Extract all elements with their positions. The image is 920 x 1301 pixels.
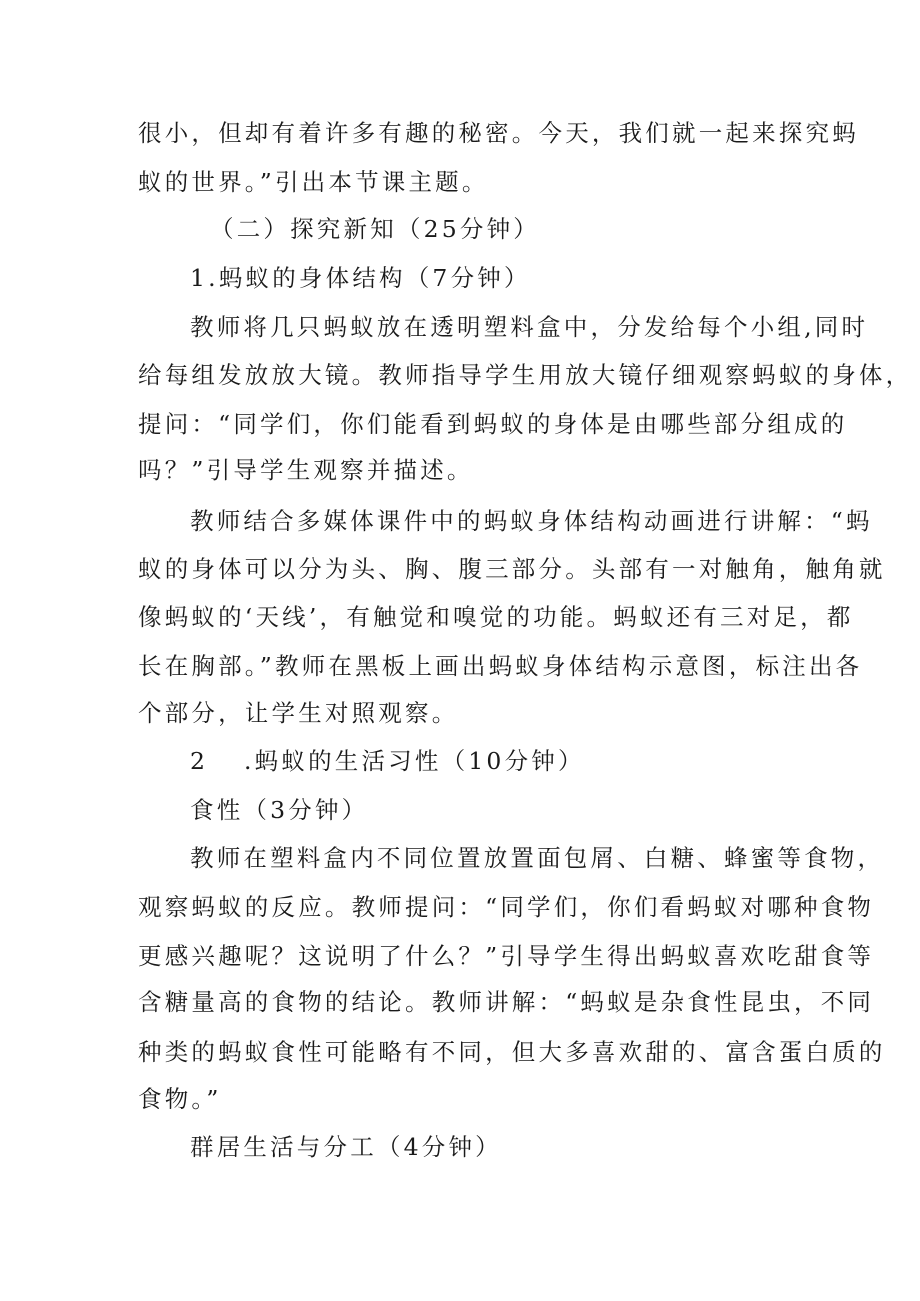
paragraph-line: 给每组发放放大镜。教师指导学生用放大镜仔细观察蚂蚁的身体， bbox=[138, 361, 913, 389]
paragraph-line: 个部分，让学生对照观察。 bbox=[138, 699, 459, 727]
topic-heading: 群居生活与分工（4分钟） bbox=[190, 1133, 502, 1161]
paragraph-line: 吗？”引导学生观察并描述。 bbox=[138, 456, 474, 484]
paragraph-line: 观察蚂蚁的反应。教师提问：“同学们，你们看蚂蚁对哪种食物 bbox=[138, 893, 875, 921]
paragraph-line: 种类的蚂蚁食性可能略有不同，但大多喜欢甜的、富含蛋白质的 bbox=[138, 1038, 886, 1066]
paragraph-line: 像蚂蚁的‘天线’，有触觉和嗅觉的功能。蚂蚁还有三对足，都 bbox=[138, 603, 854, 631]
paragraph-line: 食物。” bbox=[138, 1085, 222, 1113]
subsection-number: 2 bbox=[190, 747, 209, 775]
paragraph-line: 提问：“同学们，你们能看到蚂蚁的身体是由哪些部分组成的 bbox=[138, 410, 848, 438]
topic-heading: 食性（3分钟） bbox=[190, 796, 369, 824]
paragraph-line: 教师结合多媒体课件中的蚂蚁身体结构动画进行讲解：“蚂 bbox=[190, 507, 873, 535]
paragraph-line: 教师将几只蚂蚁放在透明塑料盒中，分发给每个小组,同时 bbox=[190, 313, 869, 341]
paragraph-line: 长在胸部。”教师在黑板上画出蚂蚁身体结构示意图，标注出各 bbox=[138, 652, 863, 680]
section-heading: （二）探究新知（25分钟） bbox=[210, 215, 541, 243]
paragraph-line: 教师在塑料盒内不同位置放置面包屑、白糖、蜂蜜等食物， bbox=[190, 844, 885, 872]
subsection-heading: .蚂蚁的生活习性（10分钟） bbox=[244, 747, 585, 775]
paragraph-line: 蚁的世界。”引出本节课主题。 bbox=[138, 168, 489, 196]
subsection-heading: 1.蚂蚁的身体结构（7分钟） bbox=[190, 264, 531, 292]
paragraph-line: 蚁的身体可以分为头、胸、腹三部分。头部有一对触角，触角就 bbox=[138, 555, 886, 583]
paragraph-line: 含糖量高的食物的结论。教师讲解：“蚂蚁是杂食性昆虫，不同 bbox=[138, 988, 875, 1016]
paragraph-line: 很小，但却有着许多有趣的秘密。今天，我们就一起来探究蚂 bbox=[138, 119, 859, 147]
paragraph-line: 更感兴趣呢？这说明了什么？”引导学生得出蚂蚁喜欢吃甜食等 bbox=[138, 942, 875, 970]
